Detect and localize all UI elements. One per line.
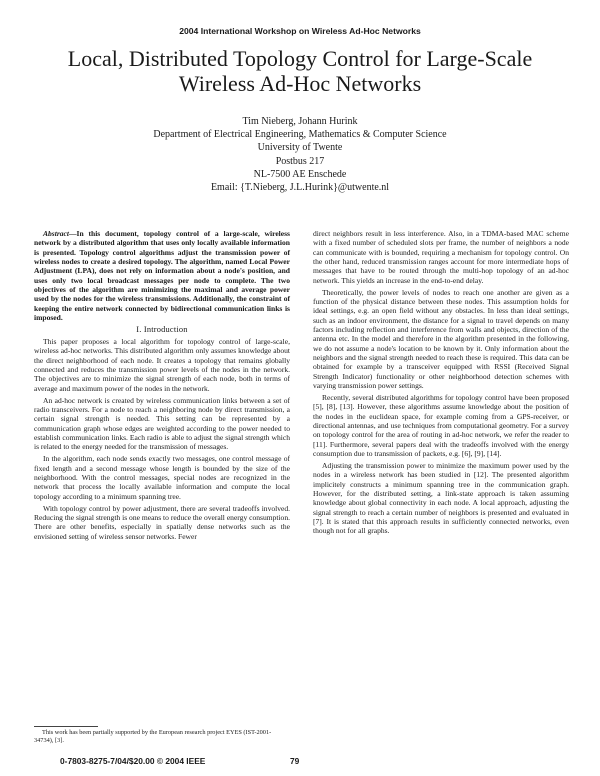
right-paragraph-2: Theoretically, the power levels of nodes to reach one another are given as a function of the physical distance between these nodes. This assumption holds for ideal settings, e.g. an open field without any obstacles. In less than ideal settings, such as an indoor environment, the distance for a signal to travel depends on many factors including reflection and interference from walls and objects, direction of the antenna etc. In the model and therefore in the algorithm presented in the following, we do not assume a node's location to be known by it. Only information about the neighbors and the signal strength needed to reach these is required. This data can be obtained for example by a transceiver equipped with RSSI (Received Signal Strength Indicator) functionality or other neighborhood detection schemes with varying transmission power settings.: [313, 287, 569, 391]
intro-paragraph-2: An ad-hoc network is created by wireless communication links between a set of radio transceivers. For a node to reach a neighboring node by direct transmission, a certain signal strength is needed. This setting can be represented by a communication graph whose edges are weighted according to the power needed to establish communication links. Each radio is able to adjust the signal strength which is related to the energy needed for the transmission of messages.: [34, 395, 290, 452]
right-paragraph-1: direct neighbors result in less interference. Also, in a TDMA-based MAC scheme with a fixed number of scheduled slots per frame, the number of neighbors a node can communicate with is bounded, requiring a mechanism for topology control. On the other hand, reduced transmission ranges account for more intermediate hops of messages that have to be routed through the multi-hop topology of an ad-hoc network. This yields an increase in the end-to-end delay.: [313, 229, 569, 285]
paper-title: [30, 46, 570, 96]
page-number: 79: [290, 756, 300, 766]
footnote: This work has been partially supported by the European research project EYES (IST-2001-34734), [3].: [34, 729, 272, 744]
author-names: Tim Nieberg, Johann Hurink: [242, 116, 358, 127]
author-block: [60, 115, 540, 194]
intro-paragraph-3: In the algorithm, each node sends exactly two messages, one control message of fixed length and a second message whose length is bounded by the size of the neighborhood. With the control messages, special nodes are recognized in the network that process the locally available information and compute the local topology according to a minimum spanning tree.: [34, 454, 290, 501]
abstract-label: Abstract: [43, 229, 69, 238]
author-email: Email: {T.Nieberg, J.L.Hurink}@utwente.nl: [210, 182, 390, 194]
left-column: [34, 229, 290, 544]
abstract-text: —In this document, topology control of a large-scale, wireless network by a distributed algorithm that uses only locally available information is presented. Topology control algorithms adjust the transmission power of wireless nodes to create a desired topology. The algorithm, named Local Power Adjustment (LPA), does not rely on information about a node's position, and uses only two local broadcast messages per node to complete. The two objectives of the algorithm are minimizing the maximal and average power used by the nodes for the wireless transmissions. Additionally, the constraint of keeping the entire network connected by bidirectional communication links is imposed.: [34, 229, 290, 323]
right-paragraph-4: Adjusting the transmission power to minimize the maximum power used by the nodes in a wireless network has been studied in [12]. The presented algorithm implicitely constructs a minimum spanning tree in the communication graph. However, for the distributed setting, a link-state approach is taken assuming knowledge about global connectivity in each node. A local approach, adjusting the signal strength to reach a certain number of neighbors is presented and evaluated in [7]. It is stated that this approach results in sufficiently connected networks, even though not for all graphs.: [313, 461, 569, 536]
intro-paragraph-4: With topology control by power adjustment, there are several tradeoffs involved. Reducing the signal strength is one means to reduce the overall energy consumption. There are other benefits, especially in spatially dense networks such as the envisioned setting of wireless sensor networks. Fewer: [34, 503, 290, 541]
title-line-1: Local, Distributed Topology Control for Large-Scale: [67, 46, 533, 71]
author-postbus: Postbus 217: [275, 155, 325, 167]
footer-isbn: 0-7803-8275-7/04/$20.00 © 2004 IEEE: [60, 756, 206, 766]
footnote-divider: [34, 726, 98, 727]
section-heading-introduction: I. Introduction: [136, 325, 188, 335]
intro-paragraph-1: This paper proposes a local algorithm for topology control of large-scale, wireless ad-hoc networks. This distributed algorithm only assumes knowledge about the direct neighborhood of each node. It creates a topology that remains globally connected and reduces the transmission power levels of the nodes in the network. The objectives are to minimize the signal strength of each node, both in terms of average and maximum power of the nodes in the network.: [34, 336, 290, 393]
right-paragraph-3: Recently, several distributed algorithms for topology control have been proposed [5], [8], [13]. However, these algorithms assume knowledge about the position of the nodes in the euclidean space, for example coming from a GPS-receiver, or directional antennas, and use techniques from computational geometry. For a survey on topology control for the area of routing in ad-hoc network, we refer the reader to [11]. Furthermore, several papers deal with the tradeoffs involved with the energy consumption due to transmission of packets, e.g. [6], [9], [14].: [313, 393, 569, 459]
author-postal-code: NL-7500 AE Enschede: [253, 168, 347, 180]
right-column: [313, 229, 569, 538]
author-department: Department of Electrical Engineering, Mathematics & Computer Science: [153, 129, 447, 141]
author-university: University of Twente: [257, 142, 343, 154]
abstract: [34, 229, 290, 322]
title-line-2: Wireless Ad-Hoc Networks: [178, 71, 422, 96]
workshop-header: 2004 International Workshop on Wireless Ad-Hoc Networks: [179, 26, 421, 36]
